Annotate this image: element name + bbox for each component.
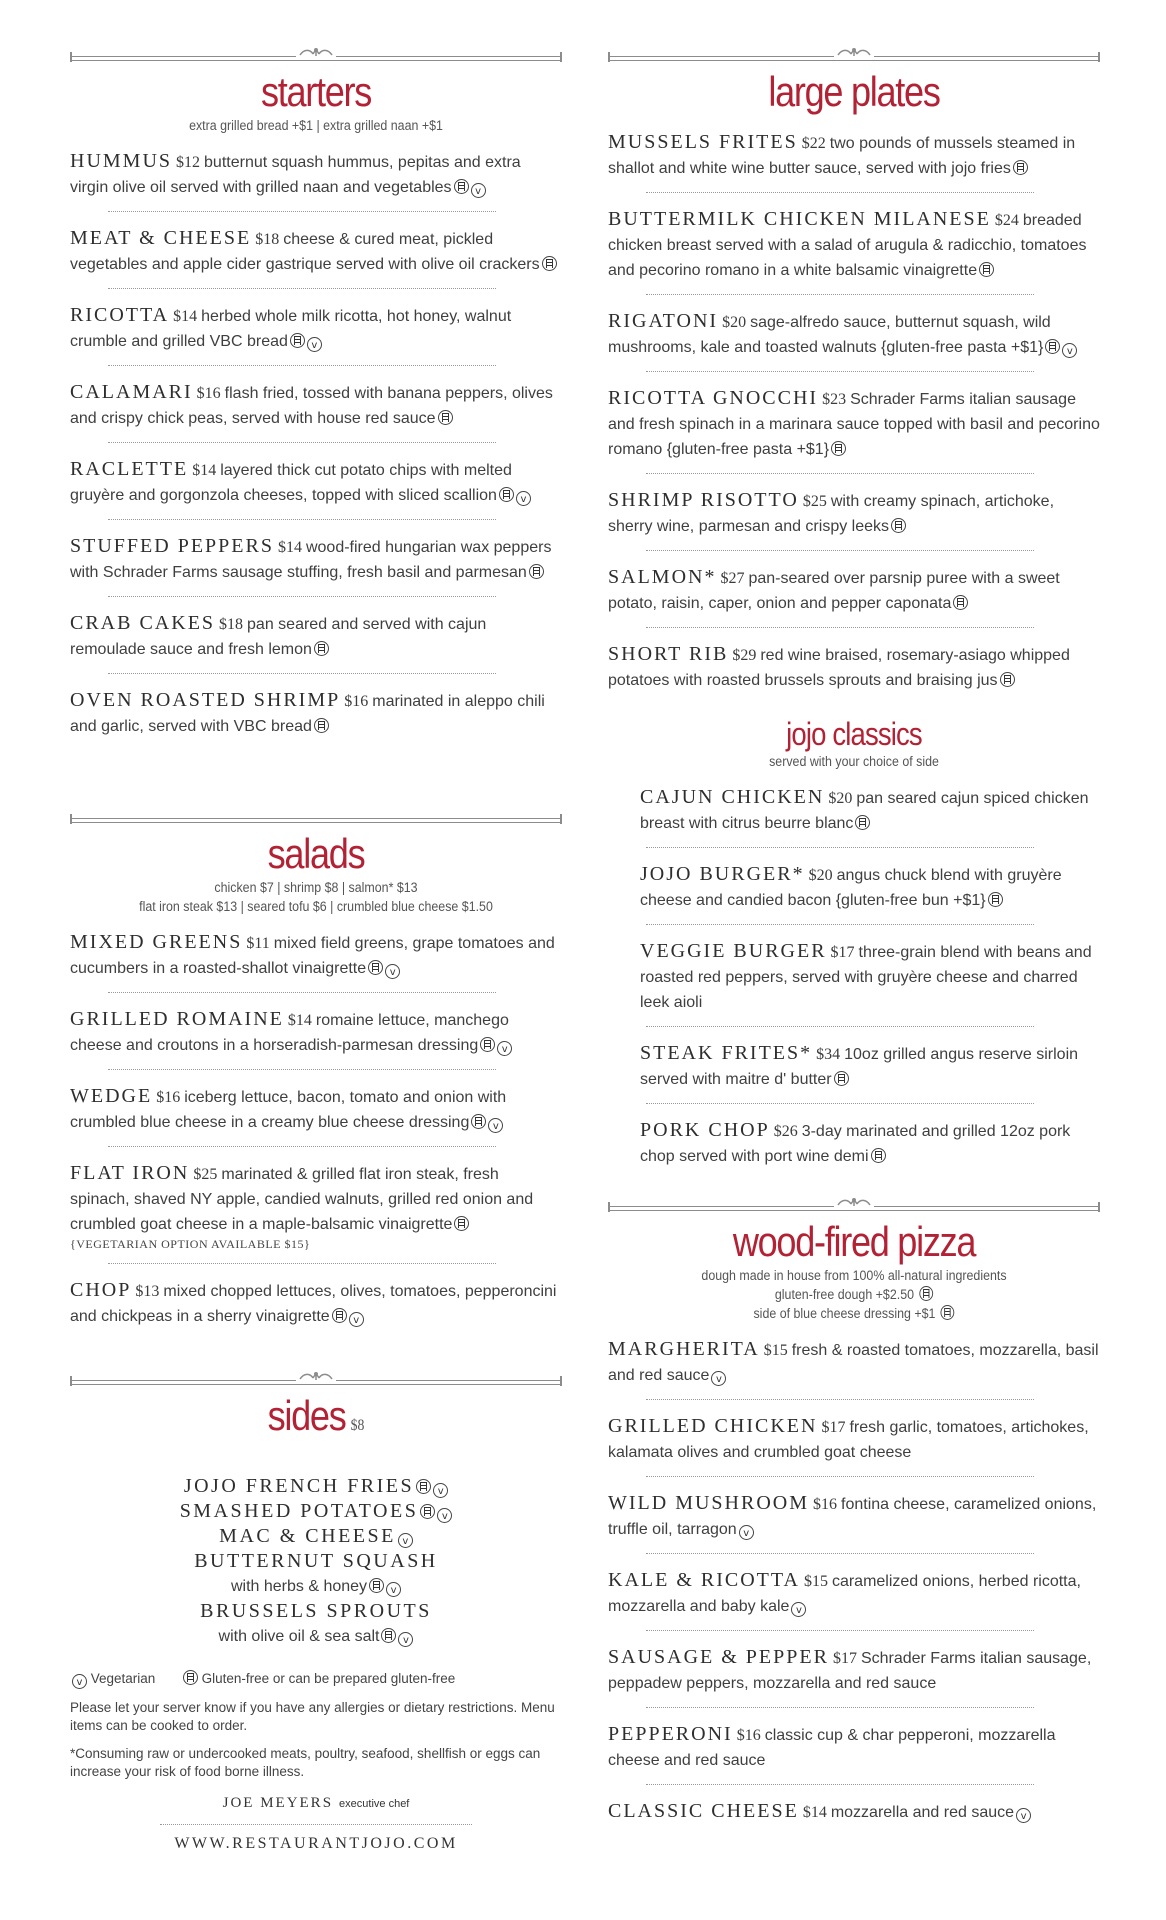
menu-item: [70, 688, 562, 751]
item-name: CLASSIC CHEESE: [608, 1800, 799, 1822]
section-subtitle: extra grilled bread +$1 | extra grilled naan +$1: [189, 118, 443, 133]
menu-item: [608, 386, 1100, 474]
item-price: $20: [808, 867, 833, 884]
item-description: butternut squash hummus, pepitas and extra virgin olive oil served with grilled naan and vegetables: [70, 154, 521, 196]
item-description: three-grain blend with beans and roasted red peppers, served with gruyère cheese and charred leek aioli: [640, 944, 1092, 1011]
section-title: salads: [267, 830, 365, 877]
sides-section: [70, 1370, 562, 1649]
side-name: JOJO FRENCH FRIES: [183, 1475, 415, 1497]
item-name: RACLETTE: [70, 458, 189, 480]
item-name: GRILLED CHICKEN: [608, 1415, 818, 1437]
item-description: red wine braised, rosemary-asiago whipped potatoes with roasted brussels sprouts and braising jus: [608, 647, 1070, 689]
gluten-free-icon: [290, 333, 305, 348]
salads-section: [70, 808, 562, 1341]
menu-item: [70, 1084, 562, 1147]
scroll-ornament-icon: [296, 46, 336, 60]
section-title: wood-fired pizza: [732, 1218, 976, 1265]
legend-section: [70, 1670, 562, 1853]
item-price: $16: [736, 1727, 761, 1744]
item-price: $14: [192, 462, 217, 479]
vegetarian-icon: v: [711, 1371, 726, 1386]
sides-price: $8: [350, 1417, 365, 1434]
item-price: $17: [830, 944, 855, 961]
item-price: $11: [246, 935, 270, 952]
gluten-free-icon: [480, 1037, 495, 1052]
vegetarian-icon: v: [385, 964, 400, 979]
item-description: two pounds of mussels steamed in shallot and white wine butter sauce, served with jojo fries: [608, 135, 1076, 177]
item-price: $17: [821, 1419, 846, 1436]
salads-list: [70, 930, 562, 1341]
gluten-free-icon: [438, 410, 453, 425]
menu-item: [608, 1568, 1100, 1631]
item-name: CAJUN CHICKEN: [640, 786, 825, 808]
item-price: $17: [832, 1650, 857, 1667]
website-link[interactable]: WWW.RESTAURANTJOJO.COM: [160, 1824, 472, 1853]
item-name: PORK CHOP: [640, 1119, 770, 1141]
gluten-free-icon: [953, 595, 968, 610]
gluten-free-icon: [941, 1305, 955, 1320]
item-name: SAUSAGE & PEPPER: [608, 1646, 829, 1668]
item-description: romaine lettuce, manchego cheese and croutons in a horseradish-parmesan dressing: [70, 1012, 509, 1054]
gluten-free-icon: [542, 256, 557, 271]
item-name: CALAMARI: [70, 381, 193, 403]
vegetarian-icon: v: [307, 337, 322, 352]
item-price: $15: [763, 1342, 788, 1359]
item-name: BUTTERMILK CHICKEN MILANESE: [608, 208, 991, 230]
item-price: $14: [802, 1804, 827, 1821]
item-price: $16: [156, 1089, 181, 1106]
item-name: KALE & RICOTTA: [608, 1569, 800, 1591]
item-name: WEDGE: [70, 1085, 153, 1107]
item-name: SHRIMP RISOTTO: [608, 489, 799, 511]
side-item: [70, 1599, 562, 1624]
item-price: $26: [773, 1123, 798, 1140]
blue-cheese-side: side of blue cheese dressing +$1: [753, 1306, 936, 1321]
menu-item: [70, 534, 562, 597]
menu-item: [608, 642, 1100, 705]
section-subtitle: [628, 1285, 1081, 1304]
item-price: $16: [196, 385, 221, 402]
menu-item: [70, 1007, 562, 1070]
item-price: $25: [193, 1166, 218, 1183]
item-price: $29: [732, 647, 757, 664]
menu-item: [70, 303, 562, 366]
item-name: SALMON*: [608, 566, 717, 588]
section-subtitle: chicken $7 | shrimp $8 | salmon* $13: [214, 880, 418, 895]
menu-item: [640, 785, 1100, 848]
large-plates-list: [608, 130, 1100, 705]
menu-item: [70, 611, 562, 674]
menu-item: [70, 930, 562, 993]
gluten-free-icon: [529, 564, 544, 579]
item-description: layered thick cut potato chips with melted gruyère and gorgonzola cheeses, topped with sliced scallion: [70, 462, 512, 504]
item-description: iceberg lettuce, bacon, tomato and onion with crumbled blue cheese in a creamy blue cheese dressing: [70, 1089, 507, 1131]
item-price: $18: [255, 231, 280, 248]
gluten-free-icon: [979, 262, 994, 277]
vegetarian-icon: v: [398, 1632, 413, 1647]
section-subtitle: dough made in house from 100% all-natural ingredients: [701, 1268, 1007, 1283]
item-price: $14: [173, 308, 198, 325]
gluten-free-icon: [919, 1286, 933, 1301]
section-divider: [70, 46, 562, 64]
item-price: $15: [803, 1573, 828, 1590]
menu-item: [608, 1722, 1100, 1785]
side-name: MAC & CHEESE: [219, 1525, 396, 1547]
item-description: fresh garlic, tomatoes, artichokes, kalamata olives and crumbled goat cheese: [608, 1419, 1089, 1461]
gluten-free-icon: [416, 1479, 431, 1494]
gluten-free-dough: gluten-free dough +$2.50: [774, 1287, 915, 1302]
item-name: STUFFED PEPPERS: [70, 535, 274, 557]
gluten-free-icon: [1000, 672, 1015, 687]
vegetarian-icon: v: [497, 1041, 512, 1056]
item-price: $24: [994, 212, 1019, 229]
jojo-classics-section: [608, 712, 1100, 1181]
item-price: $27: [720, 570, 745, 587]
item-name: CHOP: [70, 1279, 132, 1301]
legend: [70, 1670, 562, 1689]
item-description: caramelized onions, herbed ricotta, mozzarella and baby kale: [608, 1573, 1081, 1615]
allergy-notice: Please let your server know if you have any allergies or dietary restrictions. Menu items can be cooked to order.: [70, 1700, 555, 1733]
item-description: 3-day marinated and grilled 12oz pork chop served with port wine demi: [640, 1123, 1071, 1165]
scroll-ornament-icon: [834, 46, 874, 60]
starters-list: [70, 149, 562, 751]
side-item: [70, 1524, 562, 1549]
gluten-free-icon: [891, 518, 906, 533]
large-plates-section: [608, 46, 1100, 705]
item-description: Schrader Farms italian sausage and fresh spinach in a marinara sauce topped with basil and pecorino romano {gluten-free pasta +$1}: [608, 391, 1100, 458]
scroll-ornament-icon: [834, 1196, 874, 1210]
menu-item: [608, 1337, 1100, 1400]
vegetarian-icon: v: [433, 1483, 448, 1498]
side-item: [70, 1549, 562, 1574]
item-name: MEAT & CHEESE: [70, 227, 252, 249]
section-divider: [608, 1196, 1100, 1214]
starters-section: [70, 46, 562, 751]
item-description: mixed chopped lettuces, olives, tomatoes, pepperoncini and chickpeas in a sherry vinaigrette: [70, 1283, 557, 1325]
item-name: STEAK FRITES*: [640, 1042, 813, 1064]
side-item: [70, 1474, 562, 1499]
menu-item: [640, 939, 1100, 1027]
item-description: pan seared and served with cajun remoulade sauce and fresh lemon: [70, 616, 487, 658]
gluten-free-icon: [314, 641, 329, 656]
item-price: $13: [135, 1283, 160, 1300]
item-name: CRAB CAKES: [70, 612, 216, 634]
gluten-free-icon: [332, 1308, 347, 1323]
item-description: wood-fired hungarian wax peppers with Schrader Farms sausage stuffing, fresh basil and parmesan: [70, 539, 552, 581]
vegetarian-icon: v: [437, 1508, 452, 1523]
vegetarian-icon: v: [1016, 1808, 1031, 1823]
item-description: pan seared cajun spiced chicken breast with citrus beurre blanc: [640, 790, 1089, 832]
gluten-free-icon: [454, 179, 469, 194]
item-price: $25: [802, 493, 827, 510]
gluten-free-icon: [1045, 339, 1060, 354]
vegetarian-icon: v: [349, 1312, 364, 1327]
pizza-section: [608, 1196, 1100, 1837]
section-subtitle: served with your choice of side: [769, 754, 939, 769]
gluten-free-icon: [1013, 160, 1028, 175]
item-name: JOJO BURGER*: [640, 863, 805, 885]
menu-item: [70, 226, 562, 289]
gluten-free-icon: [471, 1114, 486, 1129]
menu-item: [70, 1161, 562, 1264]
menu-item: [640, 1041, 1100, 1104]
item-name: SHORT RIB: [608, 643, 729, 665]
item-price: $14: [277, 539, 302, 556]
menu-item: [70, 457, 562, 520]
gluten-free-icon: [499, 487, 514, 502]
item-name: RIGATONI: [608, 310, 719, 332]
item-name: MIXED GREENS: [70, 931, 243, 953]
item-note: {VEGETARIAN OPTION AVAILABLE $15}: [70, 1237, 311, 1251]
vegetarian-icon: v: [471, 183, 486, 198]
item-name: MARGHERITA: [608, 1338, 760, 1360]
item-description: marinated & grilled flat iron steak, fresh spinach, shaved NY apple, candied walnuts, grilled red onion and crumbled goat cheese in a maple-balsamic vinaigrette: [70, 1166, 534, 1233]
item-name: RICOTTA: [70, 304, 170, 326]
jojo-classics-list: [608, 785, 1100, 1181]
item-price: $20: [828, 790, 853, 807]
item-price: $16: [813, 1496, 837, 1513]
gluten-free-icon: [183, 1670, 198, 1685]
gluten-free-icon: [369, 1578, 384, 1593]
side-name: SMASHED POTATOES: [179, 1500, 419, 1522]
item-description: Schrader Farms italian sausage, peppadew peppers, mozzarella and red sauce: [608, 1650, 1092, 1692]
section-title: jojo classics: [786, 716, 922, 752]
gluten-free-icon: [420, 1504, 435, 1519]
section-subtitle: [628, 1304, 1081, 1323]
menu-item: [608, 1414, 1100, 1477]
item-price: $34: [816, 1046, 841, 1063]
item-price: $18: [219, 616, 244, 633]
side-item: [70, 1624, 562, 1649]
sides-title: sides: [267, 1392, 346, 1439]
menu-item: [608, 309, 1100, 372]
menu-item: [608, 565, 1100, 628]
item-price: $23: [822, 391, 847, 408]
sides-list: [70, 1474, 562, 1649]
item-description: 10oz grilled angus reserve sirloin served with maitre d' butter: [640, 1046, 1079, 1088]
section-divider: [70, 1370, 562, 1388]
section-subtitle: flat iron steak $13 | seared tofu $6 | crumbled blue cheese $1.50: [139, 899, 493, 914]
section-title: [104, 1392, 527, 1450]
item-name: GRILLED ROMAINE: [70, 1008, 284, 1030]
menu-item: [608, 207, 1100, 295]
vegetarian-icon: v: [1062, 343, 1077, 358]
side-description: with herbs & honey: [230, 1578, 368, 1595]
menu-item: [640, 862, 1100, 925]
chef-role: executive chef: [339, 1798, 410, 1810]
gluten-free-icon: [381, 1628, 396, 1643]
gluten-free-icon: [454, 1216, 469, 1231]
side-name: BRUSSELS SPROUTS: [200, 1600, 432, 1622]
vegetarian-icon: v: [739, 1525, 754, 1540]
vegetarian-icon: v: [488, 1118, 503, 1133]
section-title: starters: [260, 68, 372, 115]
consumption-warning: *Consuming raw or undercooked meats, poultry, seafood, shellfish or eggs can increase your risk of food borne illness.: [70, 1746, 541, 1779]
menu-item: [608, 1645, 1100, 1708]
item-name: VEGGIE BURGER: [640, 940, 827, 962]
menu-item: [608, 1491, 1100, 1554]
item-description: with creamy spinach, artichoke, sherry wine, parmesan and crispy leeks: [608, 493, 1055, 535]
gluten-free-icon: [871, 1148, 886, 1163]
section-title: large plates: [768, 68, 940, 115]
item-price: $22: [801, 135, 826, 152]
menu-item: [640, 1118, 1100, 1181]
item-name: MUSSELS FRITES: [608, 131, 798, 153]
chef-name: JOE MEYERS: [222, 1795, 334, 1811]
menu-item: [608, 1799, 1100, 1837]
menu-item: [70, 149, 562, 212]
menu-item: [70, 380, 562, 443]
item-name: OVEN ROASTED SHRIMP: [70, 689, 341, 711]
side-item: [70, 1499, 562, 1524]
item-name: FLAT IRON: [70, 1162, 190, 1184]
item-description: sage-alfredo sauce, butternut squash, wild mushrooms, kale and toasted walnuts {gluten-free pasta +$1}: [608, 314, 1051, 356]
item-description: pan-seared over parsnip puree with a sweet potato, raisin, caper, onion and pepper caponata: [608, 570, 1060, 612]
vegetarian-icon: v: [398, 1533, 413, 1548]
item-description: herbed whole milk ricotta, hot honey, walnut crumble and grilled VBC bread: [70, 308, 512, 350]
item-description: marinated in aleppo chili and garlic, served with VBC bread: [70, 693, 545, 735]
scroll-ornament-icon: [296, 1370, 336, 1384]
gluten-free-icon: [831, 441, 846, 456]
gluten-free-icon: [855, 815, 870, 830]
legend-vegetarian: Vegetarian: [90, 1671, 156, 1686]
vegetarian-icon: v: [791, 1602, 806, 1617]
side-description: with olive oil & sea salt: [218, 1628, 380, 1645]
item-description: breaded chicken breast served with a salad of arugula & radicchio, tomatoes and pecorino romano in a white balsamic vinaigrette: [608, 212, 1087, 279]
item-price: $12: [176, 154, 201, 171]
item-name: RICOTTA GNOCCHI: [608, 387, 819, 409]
item-description: fresh & roasted tomatoes, mozzarella, basil and red sauce: [608, 1342, 1099, 1384]
gluten-free-icon: [834, 1071, 849, 1086]
item-description: mixed field greens, grape tomatoes and cucumbers in a roasted-shallot vinaigrette: [70, 935, 555, 977]
gluten-free-icon: [314, 718, 329, 733]
item-price: $20: [722, 314, 747, 331]
item-description: classic cup & char pepperoni, mozzarella cheese and red sauce: [608, 1727, 1056, 1769]
chef-credit: [70, 1795, 562, 1812]
item-name: WILD MUSHROOM: [608, 1492, 809, 1514]
side-name: BUTTERNUT SQUASH: [194, 1550, 438, 1572]
vegetarian-icon: v: [72, 1674, 87, 1689]
pizza-list: [608, 1337, 1100, 1837]
side-item: [70, 1574, 562, 1599]
item-name: PEPPERONI: [608, 1723, 733, 1745]
gluten-free-icon: [368, 960, 383, 975]
item-description: angus chuck blend with gruyère cheese and candied bacon {gluten-free bun +$1}: [640, 867, 1062, 909]
item-price: $14: [287, 1012, 312, 1029]
section-divider: [608, 46, 1100, 64]
item-description: fontina cheese, caramelized onions, truffle oil, tarragon: [608, 1496, 1097, 1538]
item-description: mozzarella and red sauce: [830, 1804, 1015, 1821]
item-name: HUMMUS: [70, 150, 173, 172]
menu-item: [608, 488, 1100, 551]
legend-gluten-free: Gluten-free or can be prepared gluten-free: [201, 1671, 456, 1686]
item-description: cheese & cured meat, pickled vegetables and apple cider gastrique served with olive oil crackers: [70, 231, 540, 273]
menu-item: [70, 1278, 562, 1341]
item-description: flash fried, tossed with banana peppers, olives and crispy chick peas, served with house red sauce: [70, 385, 553, 427]
section-divider: [70, 808, 562, 826]
menu-item: [608, 130, 1100, 193]
vegetarian-icon: v: [386, 1582, 401, 1597]
item-price: $16: [344, 693, 369, 710]
vegetarian-icon: v: [516, 491, 531, 506]
gluten-free-icon: [988, 892, 1003, 907]
